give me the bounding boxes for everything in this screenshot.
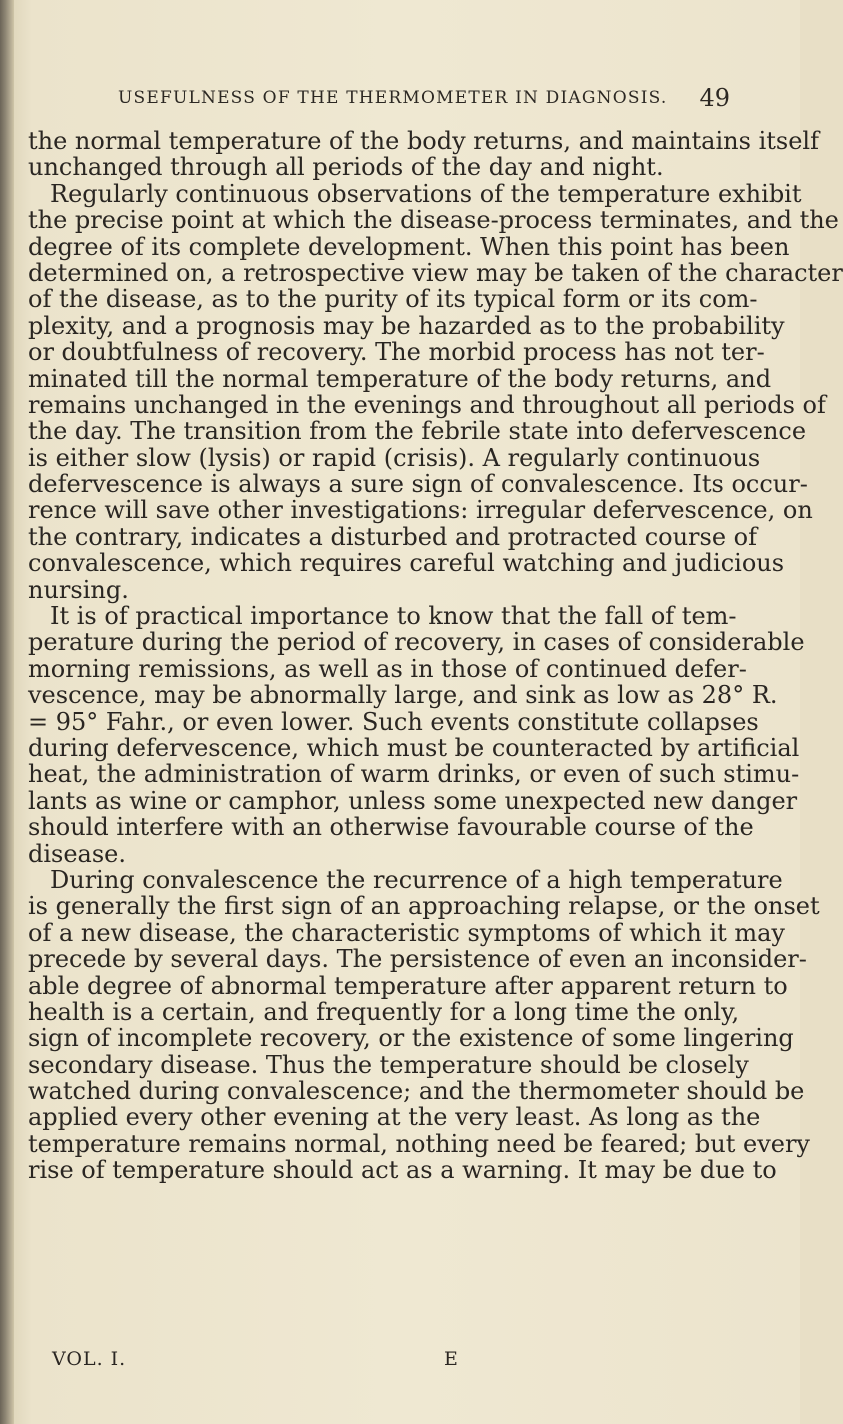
text-line: is generally the first sign of an approaching relapse, or the onset bbox=[28, 892, 820, 921]
text-line: degree of its complete development. When this point has been bbox=[28, 232, 790, 261]
text-line: during defervescence, which must be counteracted by artificial bbox=[28, 733, 800, 762]
text-line: rence will save other investigations: irregular defervescence, on bbox=[28, 496, 813, 525]
text-line: plexity, and a prognosis may be hazarded as to the probability bbox=[28, 311, 785, 340]
text-line: or doubtfulness of recovery. The morbid process has not ter- bbox=[28, 338, 765, 367]
text-line: During convalescence the recurrence of a high temperature bbox=[50, 865, 783, 894]
text-line: health is a certain, and frequently for a long time the only, bbox=[28, 997, 740, 1026]
volume-label: VOL. I. bbox=[52, 1348, 127, 1370]
text-line: should interfere with an otherwise favourable course of the bbox=[28, 813, 754, 842]
text-line: the normal temperature of the body returns, and maintains itself bbox=[28, 127, 819, 155]
text-line: the day. The transition from the febrile state into defervescence bbox=[28, 417, 807, 446]
text-line: defervescence is always a sure sign of convalescence. Its occur- bbox=[28, 470, 808, 499]
text-line: convalescence, which requires careful watching and judicious bbox=[28, 549, 785, 578]
text-line: of the disease, as to the purity of its typical form or its com- bbox=[28, 285, 758, 314]
text-line: applied every other evening at the very least. As long as the bbox=[28, 1103, 761, 1132]
page-binding-edge bbox=[0, 0, 14, 1424]
page-footer bbox=[52, 1348, 552, 1372]
text-line: heat, the administration of warm drinks, or even of such stimu- bbox=[28, 760, 800, 789]
text-line: nursing. bbox=[28, 575, 129, 604]
text-line: = 95° Fahr., or even lower. Such events constitute collapses bbox=[28, 707, 759, 736]
text-line: temperature remains normal, nothing need be feared; but every bbox=[28, 1129, 810, 1158]
text-line: is either slow (lysis) or rapid (crisis). A regularly continuous bbox=[28, 443, 761, 472]
text-line: remains unchanged in the evenings and throughout all periods of bbox=[28, 390, 826, 419]
body-text bbox=[28, 127, 843, 1185]
page-number: 49 bbox=[699, 84, 730, 112]
text-line: vescence, may be abnormally large, and sink as low as 28° R. bbox=[28, 681, 778, 710]
text-line: Regularly continuous observations of the temperature exhibit bbox=[50, 179, 802, 208]
signature-mark: E bbox=[444, 1348, 459, 1370]
text-line: precede by several days. The persistence of even an inconsider- bbox=[28, 945, 807, 974]
text-line: sign of incomplete recovery, or the existence of some lingering bbox=[28, 1024, 794, 1053]
text-line: watched during convalescence; and the thermometer should be bbox=[28, 1077, 805, 1106]
text-line: the contrary, indicates a disturbed and protracted course of bbox=[28, 522, 757, 551]
text-line: of a new disease, the characteristic symptoms of which it may bbox=[28, 918, 785, 947]
running-head bbox=[118, 84, 730, 114]
text-line: secondary disease. Thus the temperature should be closely bbox=[28, 1050, 749, 1079]
text-line: morning remissions, as well as in those of continued defer- bbox=[28, 654, 747, 683]
text-line: rise of temperature should act as a warning. It may be due to bbox=[28, 1156, 777, 1185]
running-title: USEFULNESS OF THE THERMOMETER IN DIAGNOSIS. bbox=[118, 88, 668, 108]
text-line: It is of practical importance to know that the fall of tem- bbox=[50, 602, 737, 631]
text-line: minated till the normal temperature of the body returns, and bbox=[28, 364, 772, 393]
text-line: unchanged through all periods of the day and night. bbox=[28, 153, 664, 182]
text-line: perature during the period of recovery, in cases of considerable bbox=[28, 628, 805, 657]
text-line: disease. bbox=[28, 839, 127, 868]
text-line: determined on, a retrospective view may be taken of the character bbox=[28, 258, 843, 287]
text-line: able degree of abnormal temperature after apparent return to bbox=[28, 971, 788, 1000]
text-line: the precise point at which the disease-process terminates, and the bbox=[28, 206, 839, 235]
text-line: lants as wine or camphor, unless some unexpected new danger bbox=[28, 786, 798, 815]
